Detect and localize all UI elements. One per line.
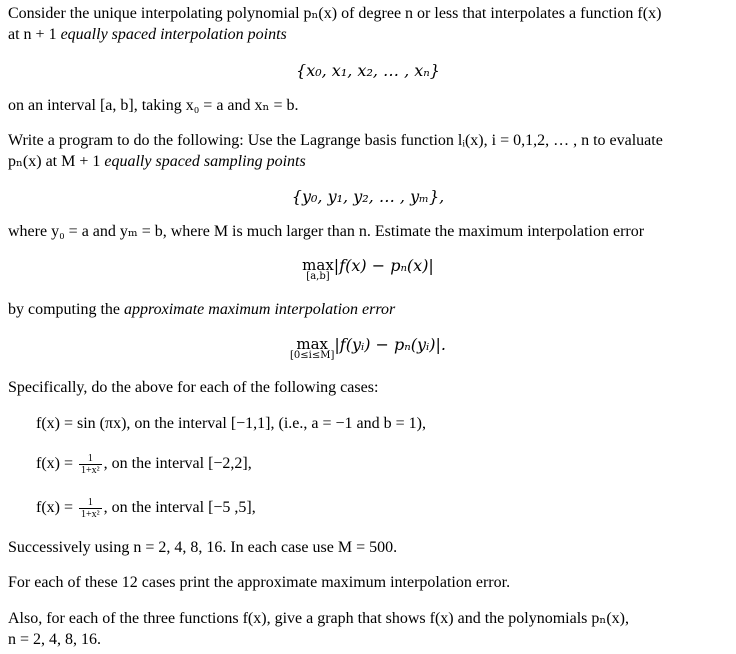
paragraph-2 xyxy=(8,96,298,116)
paragraph-1-line-2 xyxy=(8,25,287,45)
interpolation-points-text: {x₀, x₁, x₂, … , xₙ} xyxy=(296,61,440,80)
case-1-text: f(x) = sin (πx), on the interval [−1,1], (i.e., a = −1 and b = 1), xyxy=(36,415,426,432)
paragraph-1-line-1 xyxy=(8,4,661,24)
approx-max-error-expression: |f(yᵢ) − pₙ(yᵢ)|. xyxy=(334,335,446,354)
approx-max-operator-label: max xyxy=(296,335,329,353)
interpolation-points-set xyxy=(0,61,736,81)
case-3-numerator: 1 xyxy=(79,497,102,509)
paragraph-5 xyxy=(8,300,395,320)
paragraph-8-text: For each of these 12 cases print the approximate maximum interpolation error. xyxy=(8,574,511,591)
max-error-formula xyxy=(0,256,736,283)
paragraph-6 xyxy=(8,378,378,398)
paragraph-4-text: where y₀ = a and yₘ = b, where M is much larger than n. Estimate the maximum interpolation error xyxy=(8,223,645,240)
case-2-numerator: 1 xyxy=(79,453,102,465)
paragraph-1-plain-text: at n + 1 xyxy=(8,26,61,43)
case-2-fraction xyxy=(79,453,102,476)
paragraph-9-line-1 xyxy=(8,609,629,629)
sampling-points-text: {y₀, y₁, y₂, … , yₘ}, xyxy=(291,187,445,206)
paragraph-3-line-1 xyxy=(8,131,663,151)
approx-max-error-formula xyxy=(0,335,736,362)
case-2-rhs: , on the interval [−2,2], xyxy=(103,455,252,473)
sampling-points-set xyxy=(0,187,736,207)
paragraph-3-plain-text: pₙ(x) at M + 1 xyxy=(8,153,105,170)
paragraph-2-text: on an interval [a, b], taking x₀ = a and xₙ = b. xyxy=(8,97,299,114)
paragraph-3-line-2 xyxy=(8,152,306,172)
case-3-fraction xyxy=(79,497,102,520)
paragraph-8 xyxy=(8,573,510,593)
max-error-expression: |f(x) − pₙ(x)| xyxy=(333,256,434,275)
paragraph-5-italic-text: approximate maximum interpolation error xyxy=(123,301,396,318)
paragraph-1-text: Consider the unique interpolating polynomial pₙ(x) of degree n or less that interpolates a function f(x) xyxy=(8,5,662,22)
max-operator-label: max xyxy=(302,256,334,274)
case-3-lhs: f(x) = xyxy=(36,499,78,517)
paragraph-7-text: Successively using n = 2, 4, 8, 16. In each case use M = 500. xyxy=(8,539,398,556)
max-operator xyxy=(302,256,334,283)
case-3 xyxy=(36,497,256,520)
paragraph-6-text: Specifically, do the above for each of the following cases: xyxy=(8,379,379,396)
approx-max-operator xyxy=(290,335,335,362)
approx-max-operator-subscript: [0≤i≤M] xyxy=(290,350,335,361)
paragraph-9-text: Also, for each of the three functions f(x), give a graph that shows f(x) and the polynomials pₙ(x), xyxy=(8,610,629,627)
paragraph-9-continuation: n = 2, 4, 8, 16. xyxy=(8,631,102,648)
case-2-lhs: f(x) = xyxy=(36,455,78,473)
case-3-rhs: , on the interval [−5 ,5], xyxy=(103,499,256,517)
paragraph-3-italic-text: equally spaced sampling points xyxy=(104,153,306,170)
paragraph-3-text: Write a program to do the following: Use the Lagrange basis function lᵢ(x), i = 0,1,2, … , n to evaluate xyxy=(8,132,663,149)
max-operator-subscript: [a,b] xyxy=(306,271,330,282)
case-2-denominator: 1+x² xyxy=(81,465,100,476)
paragraph-7 xyxy=(8,538,397,558)
paragraph-5-plain-text: by computing the xyxy=(8,301,124,318)
case-1 xyxy=(36,414,426,434)
paragraph-4 xyxy=(8,222,644,242)
paragraph-9-line-2 xyxy=(8,630,101,650)
case-3-denominator: 1+x² xyxy=(81,509,100,520)
case-2 xyxy=(36,453,252,476)
paragraph-1-italic-text: equally spaced interpolation points xyxy=(60,26,287,43)
